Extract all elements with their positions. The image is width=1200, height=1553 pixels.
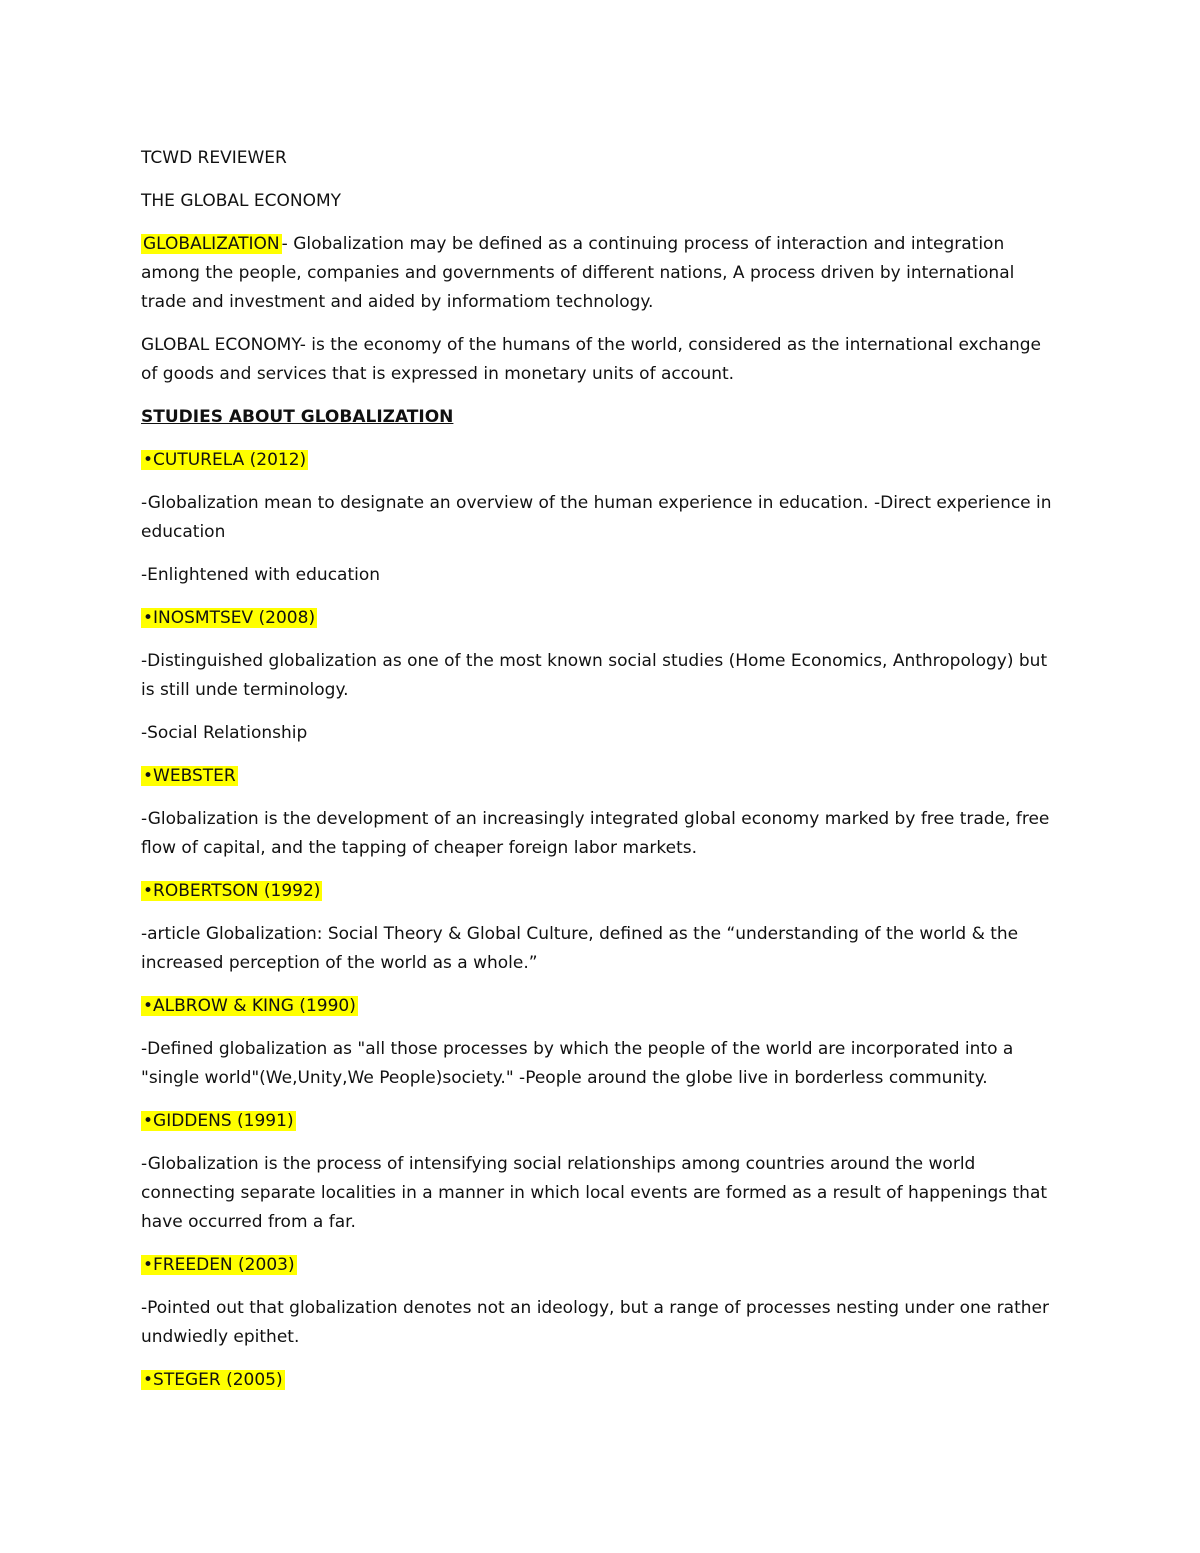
study-robertson-line-1: -article Globalization: Social Theory & Global Culture, defined as the “understanding of the world & the increased perception of the world as a whole.” bbox=[141, 924, 1019, 973]
study-cuturela-line-2: -Enlightened with education bbox=[141, 565, 381, 585]
globalization-term: GLOBALIZATION bbox=[143, 234, 280, 254]
study-name-freeden-text: •FREEDEN (2003) bbox=[143, 1255, 295, 1275]
study-name-webster-text: •WEBSTER bbox=[143, 766, 236, 786]
study-giddens-line-1: -Globalization is the process of intensifying social relationships among countries around the world connecting separate localities in a manner in which local events are formed as a result of happenings that have occurred from a far. bbox=[141, 1154, 1048, 1232]
doc-title: TCWD REVIEWER bbox=[141, 148, 287, 168]
study-cuturela-line-1: -Globalization mean to designate an overview of the human experience in education. -Direct experience in education bbox=[141, 493, 1052, 542]
study-inosmtsev-line-2: -Social Relationship bbox=[141, 723, 308, 743]
globalization-paragraph bbox=[141, 230, 1061, 317]
global-economy-paragraph: GLOBAL ECONOMY- is the economy of the humans of the world, considered as the international exchange of goods and services that is expressed in monetary units of account. bbox=[141, 335, 1042, 384]
study-albrow-king-line-1: -Defined globalization as "all those processes by which the people of the world are incorporated into a "single world"(We,Unity,We People)society." -People around the globe live in borderless community. bbox=[141, 1039, 1014, 1088]
study-name-robertson-text: •ROBERTSON (1992) bbox=[143, 881, 321, 901]
study-name-albrow-king-text: •ALBROW & KING (1990) bbox=[143, 996, 356, 1016]
study-name-freeden bbox=[141, 1251, 1060, 1280]
study-inosmtsev-line-1: -Distinguished globalization as one of the most known social studies (Home Economics, Anthropology) but is still unde terminology. bbox=[141, 651, 1048, 700]
study-name-giddens bbox=[141, 1107, 1060, 1136]
study-name-cuturela-text: •CUTURELA (2012) bbox=[143, 450, 307, 470]
study-name-steger bbox=[141, 1366, 1060, 1395]
studies-heading bbox=[141, 403, 1060, 432]
study-name-inosmtsev bbox=[141, 604, 1060, 633]
studies-heading-text: STUDIES ABOUT GLOBALIZATION bbox=[141, 407, 454, 427]
study-name-giddens-text: •GIDDENS (1991) bbox=[143, 1111, 294, 1131]
study-name-albrow-king bbox=[141, 992, 1060, 1021]
study-name-webster bbox=[141, 762, 1060, 791]
study-name-inosmtsev-text: •INOSMTSEV (2008) bbox=[143, 608, 316, 628]
study-name-cuturela bbox=[141, 446, 1060, 475]
study-freeden-line-1: -Pointed out that globalization denotes not an ideology, but a range of processes nesting under one rather undwiedly epithet. bbox=[141, 1298, 1049, 1347]
study-webster-line-1: -Globalization is the development of an increasingly integrated global economy marked by free trade, free flow of capital, and the tapping of cheaper foreign labor markets. bbox=[141, 809, 1050, 858]
study-name-steger-text: •STEGER (2005) bbox=[143, 1370, 283, 1390]
doc-subtitle: THE GLOBAL ECONOMY bbox=[141, 191, 342, 211]
study-name-robertson bbox=[141, 877, 1060, 906]
globalization-definition: - Globalization may be defined as a continuing process of interaction and integration among the people, companies and governments of different nations, A process driven by international trade and investment and aided by informatiom technology. bbox=[141, 234, 1015, 312]
